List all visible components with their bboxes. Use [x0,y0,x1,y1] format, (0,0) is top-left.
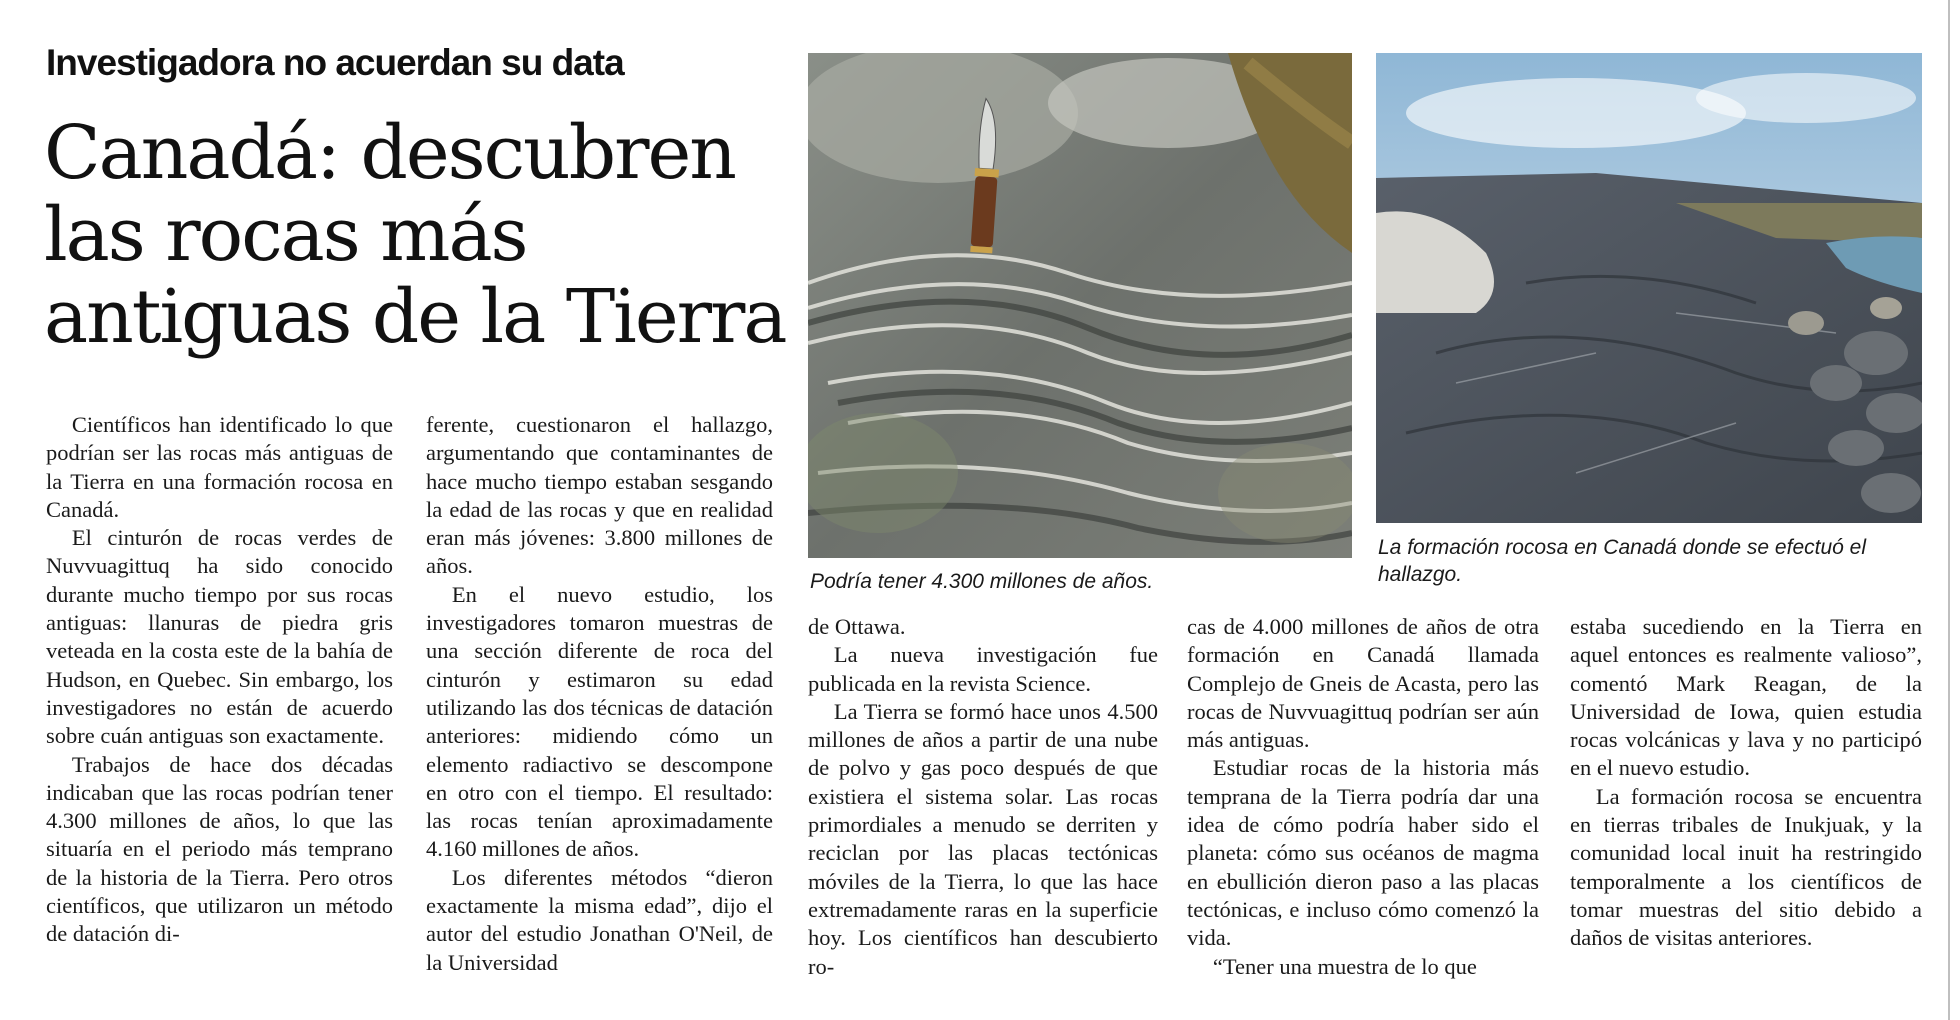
page-edge-divider [1948,0,1950,1020]
paragraph-continued: estaba sucediendo en la Tierra en aquel entonces es realmente valioso”, comentó Mark Reagan, de la Universidad de Iowa, quien estudia rocas volcánicas y lava y no participó en el nuevo estudio. [1570,614,1922,781]
headline-line-2: las rocas más [44,192,527,278]
headline-line-1: Canadá: descubren [44,110,735,196]
paragraph: La Tierra se formó hace unos 4.500 millones de años a partir de una nube de polvo y gas poco después de que existiera el sistema solar. Las rocas primordiales a menudo se derriten y reciclan por las placas tectónicas móviles de la Tierra, lo que las hace extremadamente raras en la superficie hoy. Los científicos han descubierto ro- [808,698,1158,979]
paragraph: Científicos han identificado lo que podrían ser las rocas más antiguas de la Tierra en una formación rocosa en Canadá. [46,412,393,522]
article-column-2 [426,411,773,977]
article-column-4 [1187,613,1539,981]
article-column-3 [808,613,1158,981]
canada-outcrop-image [1376,53,1922,523]
paragraph: La nueva investigación fue publicada en la revista Science. [808,642,1158,696]
article-column-5 [1570,613,1922,953]
photo-caption-right: La formación rocosa en Canadá donde se efectuó el hallazgo. [1378,536,1866,586]
rock-formation-landscape-photo [1376,53,1922,523]
headline-line-3: antiguas de la Tierra [44,274,786,360]
paragraph-continued: de Ottawa. [808,614,906,639]
paragraph: Los diferentes métodos “dieron exactamente la misma edad”, dijo el autor del estudio Jonathan O'Neil, de la Universidad [426,864,773,975]
gneiss-with-knife-image [808,53,1352,558]
paragraph: La formación rocosa se encuentra en tierras tribales de Inukjuak, y la comunidad local inuit ha restringido temporalmente a los científicos de tomar muestras del sitio debido a daños de visitas anteriores. [1570,783,1922,951]
paragraph: Trabajos de hace dos décadas indicaban que las rocas podrían tener 4.300 millones de años, lo que las situaría en el periodo más temprano de la historia de la Tierra. Pero otros científicos, que utilizaron un método de datación di- [46,751,393,947]
paragraph: El cinturón de rocas verdes de Nuvvuagittuq ha sido conocido durante mucho tiempo por sus rocas antiguas: llanuras de piedra gris veteada en la costa este de la bahía de Hudson, en Quebec. Sin embargo, los investigadores no están de acuerdo sobre cuán antiguas son exactamente. [46,525,393,749]
rock-closeup-photo [808,53,1352,558]
photo-caption-left: Podría tener 4.300 millones de años. [810,570,1154,593]
paragraph: En el nuevo estudio, los investigadores tomaron muestras de una sección diferente de roca del cinturón y estimaron su edad utilizando las dos técnicas de datación anteriores: midiendo cómo un elemento radiactivo se descompone en otro con el tiempo. El resultado: las rocas tenían aproximadamente 4.160 millones de años. [426,581,773,862]
paragraph-continued: ferente, cuestionaron el hallazgo, argumentando que contaminantes de hace mucho tiempo estaban sesgando la edad de las rocas y que en realidad eran más jóvenes: 3.800 millones de años. [426,412,773,579]
article-column-1 [46,411,393,949]
paragraph-continued: cas de 4.000 millones de años de otra formación en Canadá llamada Complejo de Gneis de Acasta, pero las rocas de Nuvvuagittuq podrían ser aún más antiguas. [1187,614,1539,753]
article-headline [44,112,784,358]
article-kicker: Investigadora no acuerdan su data [46,42,624,83]
paragraph: “Tener una muestra de lo que [1212,953,1477,979]
paragraph: Estudiar rocas de la historia más temprana de la Tierra podría dar una idea de cómo podría haber sido el planeta: cómo sus océanos de magma en ebullición dieron paso a las placas tectónicas, e incluso cómo comenzó la vida. [1187,755,1539,951]
